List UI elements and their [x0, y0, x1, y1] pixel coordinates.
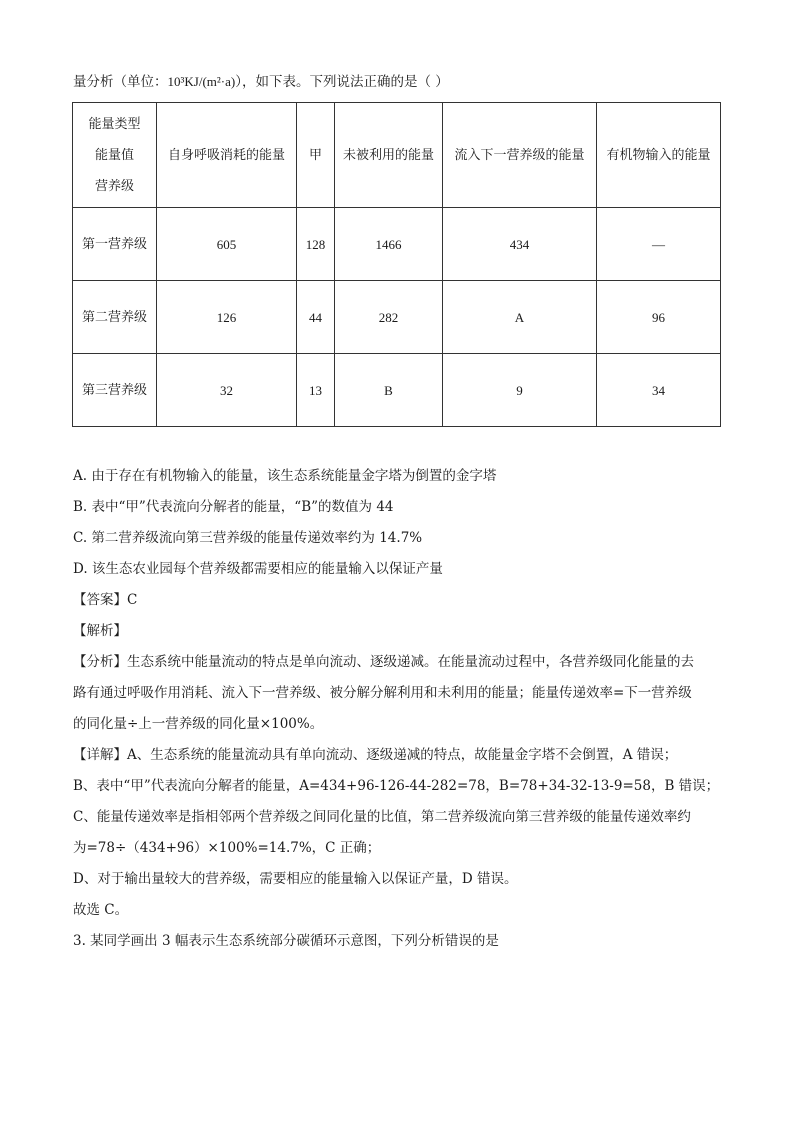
table-cell: 96 [597, 281, 721, 354]
table-cell: 434 [443, 208, 597, 281]
conclusion-line: 故选 C。 [73, 902, 129, 918]
table-cell: A [443, 281, 597, 354]
table-cell: 605 [157, 208, 297, 281]
table-cell: 128 [297, 208, 335, 281]
option-a: A. 由于存在有机物输入的能量，该生态系统能量金字塔为倒置的金字塔 [73, 468, 497, 484]
header-diag-type: 能量类型 [88, 116, 141, 132]
table-cell: 13 [297, 354, 335, 427]
option-d: D. 该生态农业园每个营养级都需要相应的能量输入以保证产量 [73, 561, 443, 577]
row-level-label: 第一营养级 [73, 208, 157, 281]
header-jia: 甲 [297, 103, 335, 208]
table-cell: B [335, 354, 443, 427]
header-diag-value: 能量值 [94, 147, 134, 163]
detail-line: C、能量传递效率是指相邻两个营养级之间同化量的比值，第二营养级流向第三营养级的能量传递效率约 [73, 809, 691, 825]
header-organic-input: 有机物输入的能量 [597, 103, 721, 208]
header-respiration: 自身呼吸消耗的能量 [157, 103, 297, 208]
table-row [73, 208, 721, 281]
table-cell: 44 [297, 281, 335, 354]
analysis-line: 【分析】生态系统中能量流动的特点是单向流动、逐级递减。在能量流动过程中，各营养级同化能量的去 [73, 654, 694, 670]
answer-label: 【答案】C [73, 592, 138, 608]
table-row [73, 281, 721, 354]
table-cell: 34 [597, 354, 721, 427]
row-level-label: 第二营养级 [73, 281, 157, 354]
energy-table [72, 102, 721, 427]
option-c: C. 第二营养级流向第三营养级的能量传递效率约为 14.7% [73, 530, 423, 546]
header-unused: 未被利用的能量 [335, 103, 443, 208]
table-row [73, 354, 721, 427]
table-cell: 9 [443, 354, 597, 427]
table-cell: 1466 [335, 208, 443, 281]
intro-prefix: 量分析（单位： [73, 74, 168, 90]
detail-line: 为=78÷（434+96）×100%=14.7%，C 正确； [73, 840, 381, 856]
unit-formula: 10³KJ/(m²·a) [167, 74, 236, 89]
table-cell: 126 [157, 281, 297, 354]
header-diagonal-cell [73, 103, 157, 208]
detail-line: D、对于输出量较大的营养级，需要相应的能量输入以保证产量，D 错误。 [73, 871, 518, 887]
table-cell: 282 [335, 281, 443, 354]
analysis-heading: 【解析】 [73, 623, 127, 639]
table-header-row [73, 103, 721, 208]
table-cell: 32 [157, 354, 297, 427]
question-intro [73, 72, 449, 92]
option-b: B. 表中“甲”代表流向分解者的能量，“B”的数值为 44 [73, 499, 394, 515]
analysis-line: 的同化量÷上一营养级的同化量×100%。 [73, 716, 324, 732]
header-next-level: 流入下一营养级的能量 [443, 103, 597, 208]
row-level-label: 第三营养级 [73, 354, 157, 427]
detail-line: 【详解】A、生态系统的能量流动具有单向流动、逐级递减的特点，故能量金字塔不会倒置，A 错误； [73, 747, 678, 763]
analysis-line: 路有通过呼吸作用消耗、流入下一营养级、被分解分解利用和未利用的能量；能量传递效率=下一营养级 [73, 685, 692, 701]
next-question: 3. 某同学画出 3 幅表示生态系统部分碳循环示意图，下列分析错误的是 [73, 933, 499, 949]
table-cell: — [597, 208, 721, 281]
header-diag-level: 营养级 [94, 178, 134, 194]
detail-line: B、表中“甲”代表流向分解者的能量，A=434+96-126-44-282=78，B=78+34-32-13-9=58，B 错误； [73, 778, 720, 794]
intro-suffix: ），如下表。下列说法正确的是（ ） [235, 74, 449, 90]
